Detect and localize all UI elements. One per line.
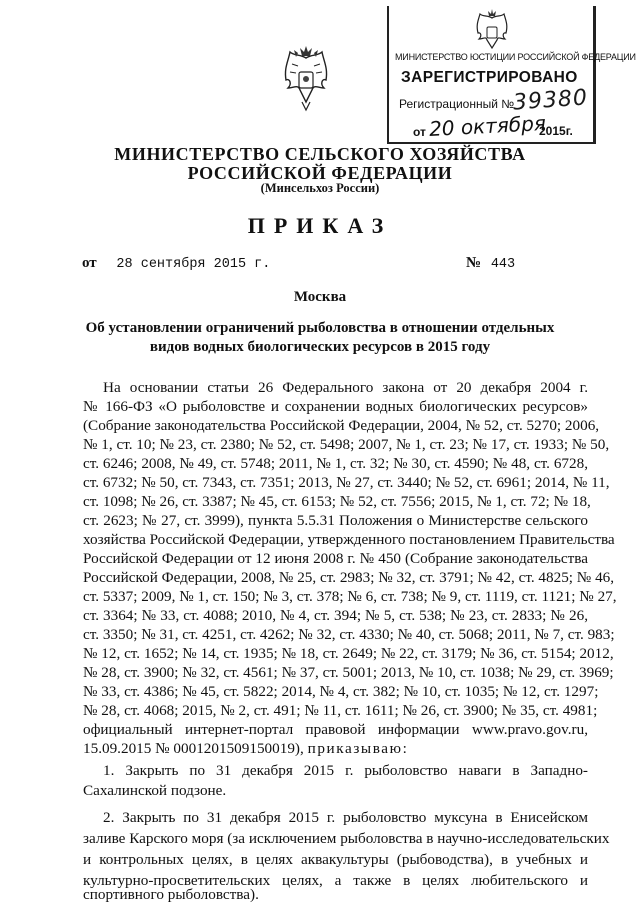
preamble-line: хозяйства Российской Федерации, утвержденного постановлением Правительства: [83, 531, 615, 548]
preamble-line: № 166-ФЗ «О рыболовстве и сохранении водных биологических ресурсов»: [83, 398, 588, 415]
order-number: [466, 255, 515, 272]
preamble-line: № 28, ст. 4068; 2015, № 2, ст. 491; № 11, ст. 1611; № 26, ст. 3900; № 35, ст. 4981;: [83, 702, 598, 719]
stamp-reg-number: 39380: [512, 85, 589, 116]
preamble-line: Российской Федерации от 12 июня 2008 г. № 450 (Собрание законодательства: [83, 550, 588, 567]
order-word: приказываю:: [307, 740, 409, 757]
stamp-handwritten-date: 20 октября: [428, 110, 547, 142]
number-value: 443: [490, 257, 516, 272]
subject-line2: видов водных биологических ресурсов в 2015 году: [149, 339, 491, 355]
preamble-line: № 1, ст. 10; № 23, ст. 2380; № 52, ст. 5498; 2007, № 1, ст. 23; № 17, ст. 1933; № 50,: [83, 436, 610, 453]
item-2-line: и контрольных целях, в целях аквакультуры (рыбоводства), в учебных и: [83, 851, 588, 868]
registration-stamp: [387, 6, 636, 144]
preamble-last: 15.09.2015 № 0001201509150019),: [83, 740, 304, 757]
preamble-line: ст. 1098; № 26, ст. 3387; № 45, ст. 6153; № 52, ст. 7556; 2015, № 1, ст. 72; № 18,: [83, 493, 591, 510]
preamble-line: ст. 3364; № 33, ст. 4088; 2010, № 4, ст. 394; № 5, ст. 538; № 23, ст. 2833; № 26,: [83, 607, 588, 624]
preamble-line: (Собрание законодательства Российской Федерации, 2004, № 52, ст. 5270; 2006,: [83, 417, 600, 434]
document-type: ПРИКАЗ: [247, 213, 393, 238]
preamble-line: № 28, ст. 3900; № 32, ст. 4561; № 37, ст. 5001; 2013, № 10, ст. 1038; № 29, ст. 3969;: [83, 664, 614, 681]
preamble-line: ст. 6246; 2008, № 49, ст. 5748; 2011, № 1, ст. 32; № 30, ст. 4590; № 48, ст. 6728,: [83, 455, 588, 472]
stamp-ministry: МИНИСТЕРСТВО ЮСТИЦИИ РОССИЙСКОЙ ФЕДЕРАЦИИ: [395, 52, 636, 62]
preamble-line: официальный интернет-портал правовой информации www.pravo.gov.ru,: [83, 721, 588, 738]
stamp-coat-of-arms-icon: [473, 8, 511, 52]
preamble-line: ст. 2623; № 27, ст. 3999), пункта 5.5.31 Положения о Министерстве сельского: [83, 512, 588, 529]
ministry-name-line1: МИНИСТЕРСТВО СЕЛЬСКОГО ХОЗЯЙСТВА: [114, 144, 526, 164]
stamp-title: ЗАРЕГИСТРИРОВАНО: [401, 69, 578, 86]
stamp-year: 2015г.: [539, 124, 573, 138]
item-1-line: Сахалинской подзоне.: [83, 782, 227, 799]
item-2-line: культурно-просветительских целях, а также в целях любительского и: [83, 872, 588, 889]
number-label: №: [466, 255, 482, 271]
preamble-last-line: [83, 740, 408, 758]
ministry-name-line2: РОССИЙСКОЙ ФЕДЕРАЦИИ: [187, 163, 453, 183]
city: Москва: [293, 289, 347, 305]
stamp-reg-label: Регистрационный №: [399, 97, 515, 111]
date-label: от: [82, 255, 97, 271]
stamp-from-label: от: [413, 125, 426, 139]
subject-line1: Об установлении ограничений рыболовства в отношении отдельных: [85, 320, 555, 336]
order-date: [82, 255, 270, 272]
preamble-line: ст. 5337; 2009, № 1, ст. 150; № 3, ст. 378; № 6, ст. 738; № 9, ст. 1119, ст. 1121; № 27,: [83, 588, 617, 605]
preamble-line: ст. 6732; № 50, ст. 7343, ст. 7351; 2013, № 27, ст. 3440; № 52, ст. 6961; 2014, № 11,: [83, 474, 610, 491]
coat-of-arms-icon: [280, 44, 332, 112]
item-1-line: 1. Закрыть по 31 декабря 2015 г. рыболовство наваги в Западно-: [103, 762, 588, 779]
date-value: 28 сентября 2015 г.: [116, 257, 271, 272]
preamble-line: № 33, ст. 4386; № 45, ст. 5822; 2014, № 4, ст. 382; № 10, ст. 1035; № 12, ст. 1297;: [83, 683, 599, 700]
preamble-line: № 12, ст. 1652; № 14, ст. 1935; № 18, ст. 2649; № 22, ст. 3179; № 36, ст. 5154; 2012,: [83, 645, 614, 662]
preamble-line: Российской Федерации, 2008, № 25, ст. 2983; № 32, ст. 3791; № 42, ст. 4825; № 46,: [83, 569, 615, 586]
item-2-line: заливе Карского моря (за исключением рыболовства в научно-исследовательских: [83, 830, 610, 847]
preamble-line: ст. 3350; № 31, ст. 4251, ст. 4262; № 32, ст. 4330; № 40, ст. 5068; 2011, № 7, ст. 983;: [83, 626, 615, 643]
preamble-line: На основании статьи 26 Федерального закона от 20 декабря 2004 г.: [103, 379, 588, 396]
item-2-line: 2. Закрыть по 31 декабря 2015 г. рыболовство муксуна в Енисейском: [103, 809, 588, 826]
item-2-line: спортивного рыболовства).: [83, 886, 259, 903]
ministry-short-name: (Минсельхоз России): [260, 181, 380, 195]
